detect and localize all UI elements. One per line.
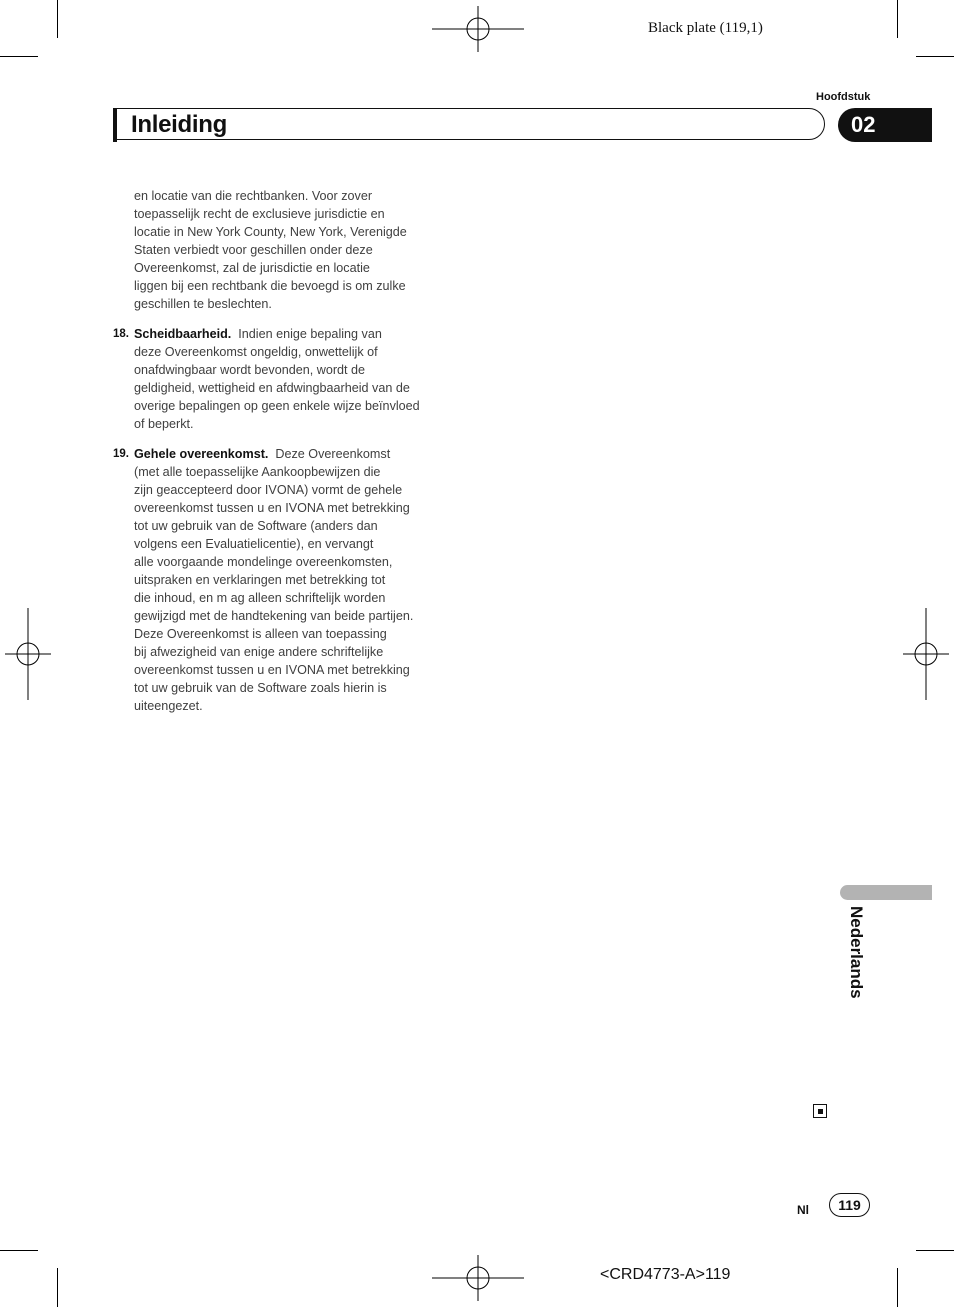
registration-mark-left (5, 608, 51, 700)
text-line: deze Overeenkomst ongeldig, onwettelijk of (134, 345, 378, 359)
document-code: <CRD4773-A>119 (600, 1266, 731, 1283)
registration-mark-bottom (432, 1255, 524, 1301)
text-line: tot uw gebruik van de Software zoals hierin is (134, 681, 387, 695)
text-line: die inhoud, en m ag alleen schriftelijk worden (134, 591, 386, 605)
item-18-first-line (134, 325, 444, 343)
item-19-paragraph (134, 445, 444, 715)
section-title-cap (113, 108, 117, 142)
text-line: of beperkt. (134, 417, 194, 431)
text-line: en locatie van die rechtbanken. Voor zover (134, 189, 373, 203)
plate-label: Black plate (119,1) (648, 20, 763, 36)
item-18-number: 18. (113, 328, 129, 340)
text-line: overeenkomst tussen u en IVONA met betrekking (134, 663, 410, 677)
crop-mark-tr-h (916, 56, 954, 57)
text-line: gewijzigd met de handtekening van beide partijen. (134, 609, 414, 623)
text-line: Deze Overeenkomst is alleen van toepassing (134, 627, 387, 641)
item-18-heading: Scheidbaarheid. (134, 327, 232, 341)
text-line: locatie in New York County, New York, Verenigde (134, 225, 407, 239)
crop-mark-tr-v (897, 0, 898, 38)
crop-mark-tl-v (57, 0, 58, 38)
text-line: Deze Overeenkomst (275, 447, 391, 461)
crop-mark-br-v (897, 1268, 898, 1307)
intro-paragraph (134, 187, 444, 313)
text-line: volgens een Evaluatielicentie), en vervangt (134, 537, 374, 551)
crop-mark-bl-h (0, 1250, 38, 1251)
crop-mark-br-h (916, 1250, 954, 1251)
section-title: Inleiding (131, 111, 227, 138)
text-line: alle voorgaande mondelinge overeenkomsten, (134, 555, 393, 569)
text-line: overige bepalingen op geen enkele wijze beïnvloed (134, 399, 420, 413)
text-line: uitspraken en verklaringen met betrekking tot (134, 573, 386, 587)
chapter-number: 02 (851, 112, 876, 137)
item-19-heading: Gehele overeenkomst. (134, 447, 269, 461)
language-label: Nederlands (847, 906, 866, 999)
text-line: geschillen te beslechten. (134, 297, 272, 311)
text-line: liggen bij een rechtbank die bevoegd is om zulke (134, 279, 406, 293)
text-line: geldigheid, wettigheid en afdwingbaarheid van de (134, 381, 410, 395)
text-line: Staten verbiedt voor geschillen onder deze (134, 243, 373, 257)
text-line: toepasselijk recht de exclusieve jurisdictie en (134, 207, 385, 221)
text-line: tot uw gebruik van de Software (anders dan (134, 519, 378, 533)
item-19-first-line (134, 445, 444, 463)
crop-mark-bl-v (57, 1268, 58, 1307)
text-line: Overeenkomst, zal de jurisdictie en locatie (134, 261, 370, 275)
item-19-number: 19. (113, 448, 129, 460)
text-line: uiteengezet. (134, 699, 203, 713)
text-line: bij afwezigheid van enige andere schriftelijke (134, 645, 384, 659)
chapter-label: Hoofdstuk (816, 91, 871, 103)
language-code: Nl (797, 1203, 809, 1217)
registration-mark-top (432, 6, 524, 52)
text-line: onafdwingbaar wordt bevonden, wordt de (134, 363, 366, 377)
page-number: 119 (838, 1197, 861, 1213)
language-tab (840, 885, 932, 900)
text-line: overeenkomst tussen u en IVONA met betrekking (134, 501, 410, 515)
crop-mark-tl-h (0, 56, 38, 57)
text-line: (met alle toepasselijke Aankoopbewijzen die (134, 465, 381, 479)
registration-mark-right (903, 608, 949, 700)
text-line: zijn geaccepteerd door IVONA) vormt de gehele (134, 483, 403, 497)
item-18-paragraph (134, 325, 444, 433)
end-of-section-icon-inner (818, 1109, 823, 1114)
text-line: Indien enige bepaling van (238, 327, 382, 341)
